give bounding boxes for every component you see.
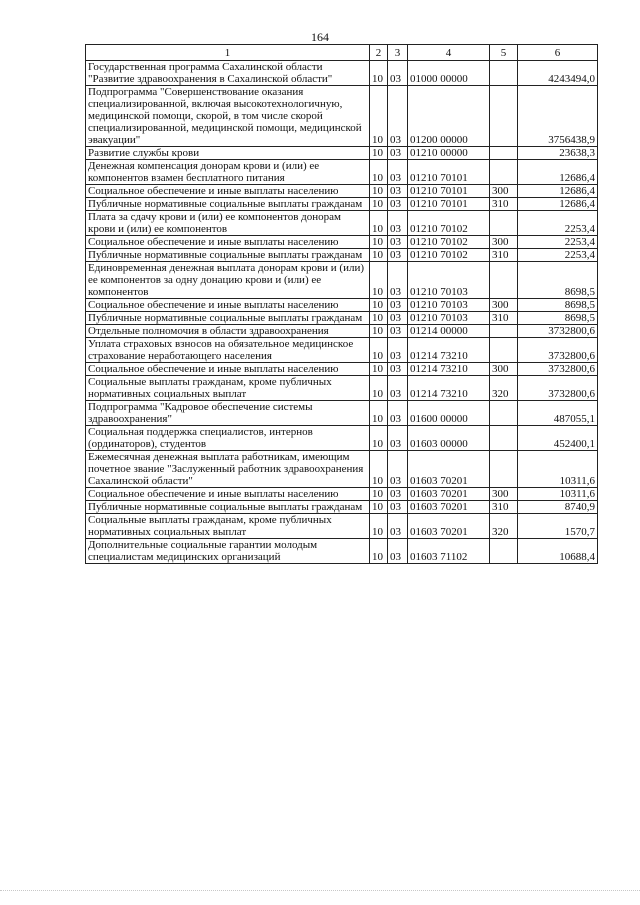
header-cell: 1	[86, 45, 370, 61]
row-subsection-cell: 03	[388, 147, 408, 160]
table-row	[86, 451, 598, 488]
row-section-cell: 10	[370, 451, 388, 488]
row-expense-type-cell: 300	[490, 363, 518, 376]
row-expense-type-cell	[490, 262, 518, 299]
row-subsection-cell: 03	[388, 501, 408, 514]
row-amount-cell: 3732800,6	[518, 363, 598, 376]
header-cell: 5	[490, 45, 518, 61]
row-subsection-cell: 03	[388, 236, 408, 249]
row-expense-type-cell: 310	[490, 249, 518, 262]
row-expense-type-cell	[490, 160, 518, 185]
row-section-cell: 10	[370, 426, 388, 451]
row-section-cell: 10	[370, 363, 388, 376]
row-name-cell: Социальное обеспечение и иные выплаты населению	[86, 236, 370, 249]
row-expense-type-cell: 300	[490, 185, 518, 198]
table-row	[86, 426, 598, 451]
row-amount-cell: 12686,4	[518, 160, 598, 185]
row-section-cell: 10	[370, 376, 388, 401]
row-section-cell: 10	[370, 249, 388, 262]
page-number: 164	[311, 30, 329, 44]
row-amount-cell: 1570,7	[518, 514, 598, 539]
table-row	[86, 514, 598, 539]
row-amount-cell: 4243494,0	[518, 61, 598, 86]
row-expense-type-cell: 310	[490, 312, 518, 325]
table-row	[86, 86, 598, 147]
row-name-cell: Социальное обеспечение и иные выплаты населению	[86, 299, 370, 312]
row-name-cell: Социальная поддержка специалистов, интернов (ординаторов), студентов	[86, 426, 370, 451]
row-target-article-cell: 01210 70103	[408, 312, 490, 325]
row-target-article-cell: 01210 00000	[408, 147, 490, 160]
row-section-cell: 10	[370, 312, 388, 325]
row-expense-type-cell	[490, 147, 518, 160]
row-target-article-cell: 01000 00000	[408, 61, 490, 86]
row-target-article-cell: 01210 70101	[408, 185, 490, 198]
row-target-article-cell: 01214 73210	[408, 338, 490, 363]
row-name-cell: Денежная компенсация донорам крови и (или) ее компонентов взамен бесплатного питания	[86, 160, 370, 185]
row-target-article-cell: 01603 70201	[408, 501, 490, 514]
table-row	[86, 539, 598, 564]
row-amount-cell: 23638,3	[518, 147, 598, 160]
row-amount-cell: 12686,4	[518, 185, 598, 198]
table-row	[86, 299, 598, 312]
row-amount-cell: 487055,1	[518, 401, 598, 426]
row-amount-cell: 3756438,9	[518, 86, 598, 147]
header-cell: 4	[408, 45, 490, 61]
row-amount-cell: 12686,4	[518, 198, 598, 211]
row-target-article-cell: 01603 71102	[408, 539, 490, 564]
row-subsection-cell: 03	[388, 249, 408, 262]
table-row	[86, 198, 598, 211]
row-name-cell: Уплата страховых взносов на обязательное медицинское страхование неработающего населения	[86, 338, 370, 363]
row-name-cell: Подпрограмма "Совершенствование оказания специализированной, включая высокотехнологичную, медицинской помощи, скорой, в том числе скорой специализированной, медицинской помощи, медицинской эвакуации"	[86, 86, 370, 147]
table-row	[86, 185, 598, 198]
row-section-cell: 10	[370, 338, 388, 363]
row-expense-type-cell: 310	[490, 198, 518, 211]
row-subsection-cell: 03	[388, 160, 408, 185]
row-target-article-cell: 01210 70102	[408, 249, 490, 262]
header-cell: 2	[370, 45, 388, 61]
row-section-cell: 10	[370, 514, 388, 539]
row-section-cell: 10	[370, 501, 388, 514]
table-row	[86, 262, 598, 299]
row-section-cell: 10	[370, 211, 388, 236]
row-name-cell: Плата за сдачу крови и (или) ее компонентов донорам крови и (или) ее компонентов	[86, 211, 370, 236]
row-subsection-cell: 03	[388, 488, 408, 501]
row-section-cell: 10	[370, 325, 388, 338]
table-row	[86, 325, 598, 338]
table-row	[86, 501, 598, 514]
header-cell: 3	[388, 45, 408, 61]
row-subsection-cell: 03	[388, 514, 408, 539]
row-amount-cell: 10688,4	[518, 539, 598, 564]
row-amount-cell: 2253,4	[518, 211, 598, 236]
row-target-article-cell: 01210 70102	[408, 211, 490, 236]
row-expense-type-cell	[490, 401, 518, 426]
table-row	[86, 401, 598, 426]
row-subsection-cell: 03	[388, 426, 408, 451]
row-section-cell: 10	[370, 61, 388, 86]
row-name-cell: Государственная программа Сахалинской области "Развитие здравоохранения в Сахалинской области"	[86, 61, 370, 86]
table-row	[86, 249, 598, 262]
row-subsection-cell: 03	[388, 185, 408, 198]
row-target-article-cell: 01214 00000	[408, 325, 490, 338]
row-target-article-cell: 01210 70101	[408, 160, 490, 185]
row-amount-cell: 8698,5	[518, 262, 598, 299]
row-amount-cell: 2253,4	[518, 236, 598, 249]
row-section-cell: 10	[370, 198, 388, 211]
row-section-cell: 10	[370, 160, 388, 185]
row-name-cell: Подпрограмма "Кадровое обеспечение системы здравоохранения"	[86, 401, 370, 426]
table-row	[86, 376, 598, 401]
row-subsection-cell: 03	[388, 325, 408, 338]
row-expense-type-cell: 300	[490, 236, 518, 249]
table-header-row	[86, 45, 598, 61]
row-expense-type-cell: 320	[490, 514, 518, 539]
row-name-cell: Развитие службы крови	[86, 147, 370, 160]
table-row	[86, 488, 598, 501]
row-expense-type-cell	[490, 338, 518, 363]
row-subsection-cell: 03	[388, 211, 408, 236]
table-row	[86, 61, 598, 86]
row-subsection-cell: 03	[388, 312, 408, 325]
row-expense-type-cell	[490, 325, 518, 338]
row-name-cell: Отдельные полномочия в области здравоохранения	[86, 325, 370, 338]
row-expense-type-cell	[490, 86, 518, 147]
table-row	[86, 236, 598, 249]
row-amount-cell: 8740,9	[518, 501, 598, 514]
row-target-article-cell: 01214 73210	[408, 363, 490, 376]
row-subsection-cell: 03	[388, 338, 408, 363]
row-name-cell: Социальное обеспечение и иные выплаты населению	[86, 488, 370, 501]
row-target-article-cell: 01603 70201	[408, 488, 490, 501]
row-expense-type-cell	[490, 451, 518, 488]
row-target-article-cell: 01210 70102	[408, 236, 490, 249]
row-subsection-cell: 03	[388, 198, 408, 211]
row-name-cell: Ежемесячная денежная выплата работникам, имеющим почетное звание "Заслуженный работник здравоохранения Сахалинской области"	[86, 451, 370, 488]
row-section-cell: 10	[370, 401, 388, 426]
row-expense-type-cell	[490, 211, 518, 236]
row-name-cell: Публичные нормативные социальные выплаты гражданам	[86, 312, 370, 325]
row-amount-cell: 3732800,6	[518, 325, 598, 338]
row-amount-cell: 10311,6	[518, 451, 598, 488]
row-section-cell: 10	[370, 262, 388, 299]
row-target-article-cell: 01210 70101	[408, 198, 490, 211]
table-row	[86, 363, 598, 376]
row-amount-cell: 8698,5	[518, 299, 598, 312]
row-section-cell: 10	[370, 299, 388, 312]
row-target-article-cell: 01600 00000	[408, 401, 490, 426]
row-name-cell: Социальные выплаты гражданам, кроме публичных нормативных социальных выплат	[86, 376, 370, 401]
row-section-cell: 10	[370, 185, 388, 198]
row-target-article-cell: 01603 70201	[408, 514, 490, 539]
table-row	[86, 211, 598, 236]
row-amount-cell: 10311,6	[518, 488, 598, 501]
row-amount-cell: 3732800,6	[518, 376, 598, 401]
row-expense-type-cell	[490, 61, 518, 86]
row-amount-cell: 2253,4	[518, 249, 598, 262]
row-name-cell: Публичные нормативные социальные выплаты гражданам	[86, 249, 370, 262]
row-name-cell: Социальное обеспечение и иные выплаты населению	[86, 185, 370, 198]
row-target-article-cell: 01200 00000	[408, 86, 490, 147]
table-row	[86, 160, 598, 185]
page-edge-line	[0, 890, 640, 892]
row-name-cell: Публичные нормативные социальные выплаты гражданам	[86, 198, 370, 211]
row-section-cell: 10	[370, 86, 388, 147]
row-name-cell: Дополнительные социальные гарантии молодым специалистам медицинских организаций	[86, 539, 370, 564]
budget-table	[85, 44, 598, 564]
table-row	[86, 312, 598, 325]
header-cell: 6	[518, 45, 598, 61]
row-name-cell: Единовременная денежная выплата донорам крови и (или) ее компонентов за одну донацию крови и (или) ее компонентов	[86, 262, 370, 299]
row-subsection-cell: 03	[388, 61, 408, 86]
row-subsection-cell: 03	[388, 363, 408, 376]
row-amount-cell: 8698,5	[518, 312, 598, 325]
table-row	[86, 147, 598, 160]
row-expense-type-cell: 300	[490, 488, 518, 501]
row-section-cell: 10	[370, 539, 388, 564]
row-section-cell: 10	[370, 147, 388, 160]
row-target-article-cell: 01210 70103	[408, 299, 490, 312]
row-subsection-cell: 03	[388, 401, 408, 426]
row-subsection-cell: 03	[388, 451, 408, 488]
row-section-cell: 10	[370, 236, 388, 249]
row-subsection-cell: 03	[388, 539, 408, 564]
row-name-cell: Публичные нормативные социальные выплаты гражданам	[86, 501, 370, 514]
row-target-article-cell: 01214 73210	[408, 376, 490, 401]
row-target-article-cell: 01603 70201	[408, 451, 490, 488]
row-subsection-cell: 03	[388, 262, 408, 299]
row-amount-cell: 452400,1	[518, 426, 598, 451]
row-section-cell: 10	[370, 488, 388, 501]
row-amount-cell: 3732800,6	[518, 338, 598, 363]
row-subsection-cell: 03	[388, 376, 408, 401]
row-subsection-cell: 03	[388, 86, 408, 147]
row-subsection-cell: 03	[388, 299, 408, 312]
table-row	[86, 338, 598, 363]
row-target-article-cell: 01603 00000	[408, 426, 490, 451]
row-expense-type-cell	[490, 539, 518, 564]
row-name-cell: Социальные выплаты гражданам, кроме публичных нормативных социальных выплат	[86, 514, 370, 539]
row-target-article-cell: 01210 70103	[408, 262, 490, 299]
row-expense-type-cell: 320	[490, 376, 518, 401]
row-name-cell: Социальное обеспечение и иные выплаты населению	[86, 363, 370, 376]
row-expense-type-cell: 310	[490, 501, 518, 514]
row-expense-type-cell	[490, 426, 518, 451]
row-expense-type-cell: 300	[490, 299, 518, 312]
